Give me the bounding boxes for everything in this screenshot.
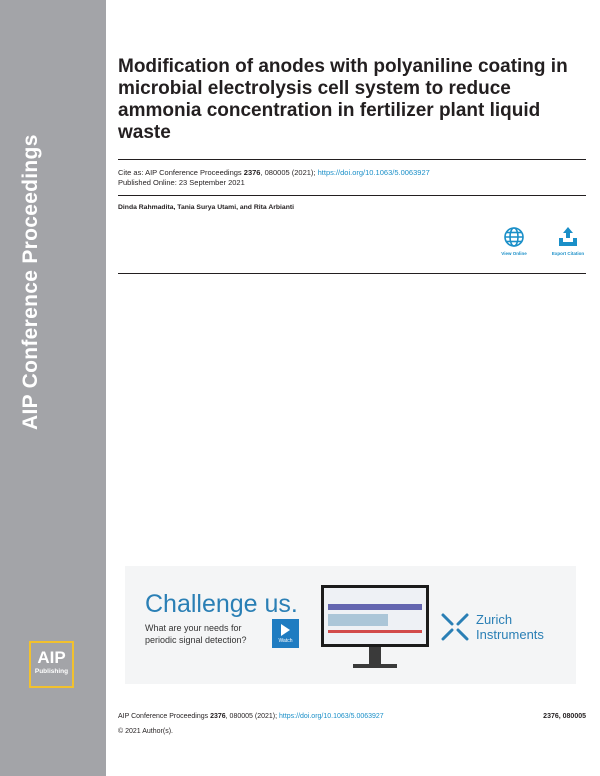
cite-prefix: Cite as: AIP Conference Proceedings — [118, 168, 244, 177]
footer-doi-link[interactable]: https://doi.org/10.1063/5.0063927 — [279, 713, 384, 720]
export-citation-label: Export Citation — [551, 251, 585, 256]
divider-middle — [118, 195, 586, 196]
watch-button[interactable] — [272, 619, 299, 648]
upload-tray-icon — [557, 226, 579, 248]
cite-volume: 2376 — [243, 168, 261, 177]
view-online-label: View Online — [501, 251, 527, 256]
monitor-base — [353, 664, 397, 668]
ad-question: What are your needs for periodic signal detection? — [145, 623, 247, 645]
footer-citation-prefix: AIP Conference Proceedings — [118, 713, 211, 720]
monitor-image — [321, 585, 429, 647]
brand-line-1: Zurich — [476, 612, 513, 627]
footer-page-ref: 2376, 080005 — [543, 713, 586, 720]
sidebar — [0, 0, 106, 776]
logo-main-text: AIP — [37, 648, 66, 667]
divider-top — [118, 159, 586, 160]
doi-link[interactable]: https://doi.org/10.1063/5.0063927 — [317, 168, 430, 177]
zurich-x-icon — [440, 612, 470, 642]
divider-bottom — [118, 273, 586, 274]
series-name: AIP Conference Proceedings — [19, 134, 42, 430]
monitor-stand — [369, 647, 381, 665]
aip-publishing-logo[interactable] — [29, 641, 74, 688]
logo-sub-text: Publishing — [34, 668, 69, 675]
view-online-button[interactable] — [494, 226, 534, 256]
watch-label: Watch — [278, 638, 293, 644]
copyright-notice: © 2021 Author(s). — [118, 728, 173, 735]
footer-volume: 2376 — [210, 713, 226, 720]
cite-article: , 080005 (2021); — [260, 168, 318, 177]
author-list: Dinda Rahmadita, Tania Surya Utami, and Rita Arbianti — [118, 204, 294, 211]
article-title: Modification of anodes with polyaniline coating in microbial electrolysis cell system to reduce ammonia concentration in fertilizer plant liquid waste — [118, 56, 568, 143]
globe-icon — [503, 226, 525, 248]
footer-citation-article: , 080005 (2021); — [225, 713, 279, 720]
footer-citation — [118, 713, 384, 720]
cite-line — [118, 168, 586, 178]
citation-block — [118, 168, 586, 188]
play-icon — [281, 624, 290, 636]
brand-line-2: Instruments — [476, 627, 544, 642]
ad-headline: Challenge us. — [145, 590, 298, 618]
export-citation-button[interactable] — [548, 226, 588, 256]
advertisement-banner[interactable] — [125, 566, 576, 684]
brand-name — [476, 612, 544, 642]
monitor-screen — [324, 588, 426, 644]
published-date: Published Online: 23 September 2021 — [118, 178, 245, 187]
